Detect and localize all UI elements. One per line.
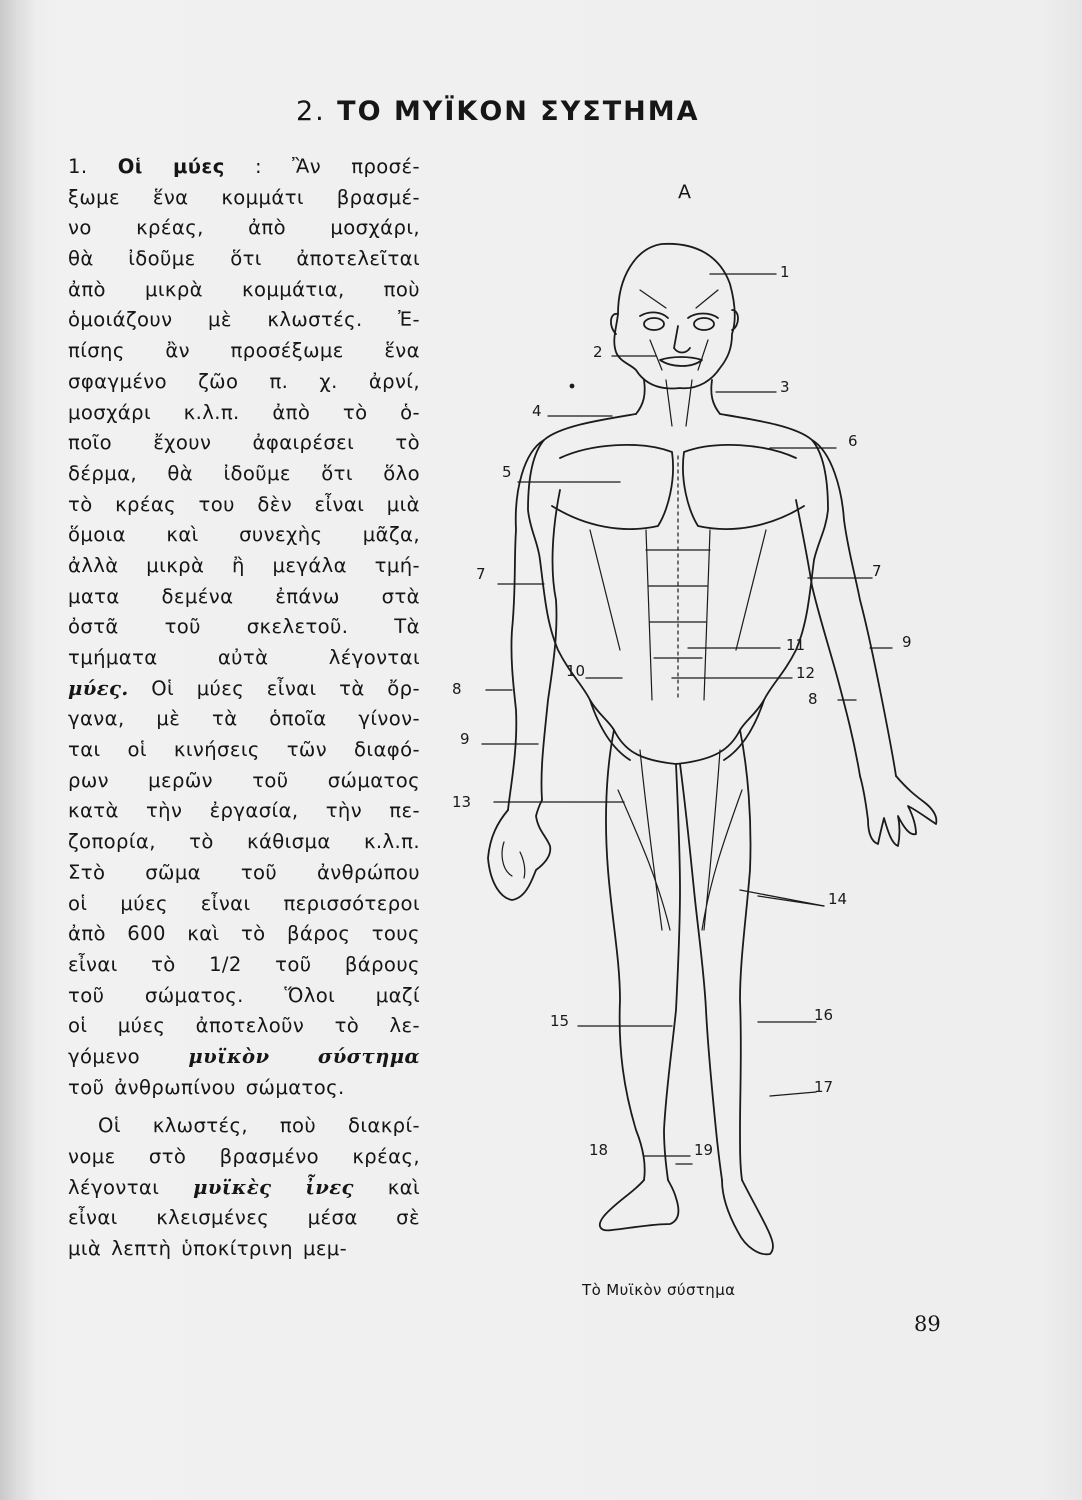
callout-number: 5 [502,463,512,481]
callout-number: 14 [828,890,848,908]
text-line: λέγονται μυϊκὲς ἶνες καὶ [68,1175,420,1199]
section-number: 2. [296,96,326,127]
callout-number: 8 [452,680,462,698]
text-line: ρων μερῶν τοῦ σώματος [68,768,420,792]
text-line: ξωμε ἕνα κομμάτι βρασμέ- [68,185,420,209]
left-leg-outline [606,730,645,1180]
callout-number: 11 [786,636,806,654]
text-line: εἶναι κλεισμένες μέσα σὲ [68,1206,420,1230]
text-line: θὰ ἰδοῦμε ὅτι ἀποτελεῖται [68,247,420,271]
text-line: ζοπορία, τὸ κάθισμα κ.λ.π. [68,830,420,854]
callout-number: 8 [808,690,818,708]
page-spine-shadow [0,0,36,1500]
text-line: κατὰ τὴν ἐργασία, τὴν πε- [68,799,420,823]
body-text-column [68,152,420,1265]
muscular-system-figure [440,230,960,1290]
text-line: νομε στὸ βρασμένο κρέας, [68,1145,420,1168]
chapter-title [296,96,726,127]
callout-number: 1 [780,263,790,281]
text-line: δέρμα, θὰ ἰδοῦμε ὅτι ὅλο [68,461,420,485]
text-line: ὀστᾶ τοῦ σκελετοῦ. Τὰ [68,615,420,639]
text-line: μύες. Οἱ μύες εἶναι τὰ ὄρ- [68,676,420,700]
right-leg-outline [740,730,751,1180]
figure-caption: Τὸ Μυϊκὸν σύστημα [582,1281,736,1299]
text-line: ἀλλὰ μικρὰ ἢ μεγάλα τμή- [68,553,420,577]
text-line: ἀπὸ μικρὰ κομμάτια, ποὺ [68,277,420,301]
text-line: νο κρέας, ἀπὸ μοσχάρι, [68,216,420,240]
callout-number: 3 [780,378,790,396]
text-line: γανα, μὲ τὰ ὁποῖα γίνον- [68,707,420,731]
figure-panel-label: Α [678,181,691,203]
callout-number: 17 [814,1078,834,1096]
text-line: τοῦ σώματος. Ὅλοι μαζί [68,983,420,1007]
text-line: τοῦ ἀνθρωπίνου σώματος. [68,1075,345,1099]
text-line: ὅμοια καὶ συνεχὴς μᾶζα, [68,523,420,547]
callout-number: 6 [848,432,858,450]
text-line: Στὸ σῶμα τοῦ ἀνθρώπου [68,860,420,884]
callout-number: 12 [796,664,816,682]
section-title: ΤΟ ΜΥΪΚΟΝ ΣΥΣΤΗΜΑ [337,96,700,127]
text-line: ὁμοιάζουν μὲ κλωστές. Ἐ- [68,308,420,332]
left-arm-outline [508,440,544,810]
callout-number: 9 [902,633,912,651]
text-line: εἶναι τὸ 1/2 τοῦ βάρους [68,952,420,976]
text-line: 1. Οἱ μύες : Ἂν προσέ- [68,155,420,178]
text-line: ποῖο ἔχουν ἀφαιρέσει τὸ [68,431,420,455]
callout-number: 2 [593,343,603,361]
text-line: πίσης ἂν προσέξωμε ἕνα [68,339,420,363]
text-line: οἱ μύες εἶναι περισσότεροι [68,891,420,915]
callout-number: 10 [566,662,586,680]
callout-number: 9 [460,730,470,748]
callout-number: 19 [694,1141,714,1159]
text-line: Οἱ κλωστές, ποὺ διακρί- [98,1114,420,1138]
text-line: τὸ κρέας του δὲν εἶναι μιὰ [68,492,420,516]
text-line: γόμενο μυϊκὸν σύστημα [68,1044,420,1068]
text-line: ματα δεμένα ἐπάνω στὰ [68,584,420,608]
page-number: 89 [914,1312,941,1336]
text-line: σφαγμένο ζῶο π. χ. ἀρνί, [68,369,420,393]
callout-number: 7 [872,562,882,580]
text-line: ται οἱ κινήσεις τῶν διαφό- [68,738,420,762]
text-line: οἱ μύες ἀποτελοῦν τὸ λε- [68,1014,420,1038]
callout-number: 13 [452,793,472,811]
callout-number: 15 [550,1012,570,1030]
callout-number: 4 [532,402,542,420]
text-line: μιὰ λεπτὴ ὑποκίτρινη μεμ- [68,1237,348,1261]
text-line: μοσχάρι κ.λ.π. ἀπὸ τὸ ὁ- [68,400,420,424]
right-arm-outline [812,440,896,776]
callout-number: 18 [589,1141,609,1159]
callout-number: 7 [476,565,486,583]
text-line: τμήματα αὐτὰ λέγονται [68,646,420,669]
text-line: ἀπὸ 600 καὶ τὸ βάρος τους [68,922,420,946]
callout-number: 16 [814,1006,834,1024]
